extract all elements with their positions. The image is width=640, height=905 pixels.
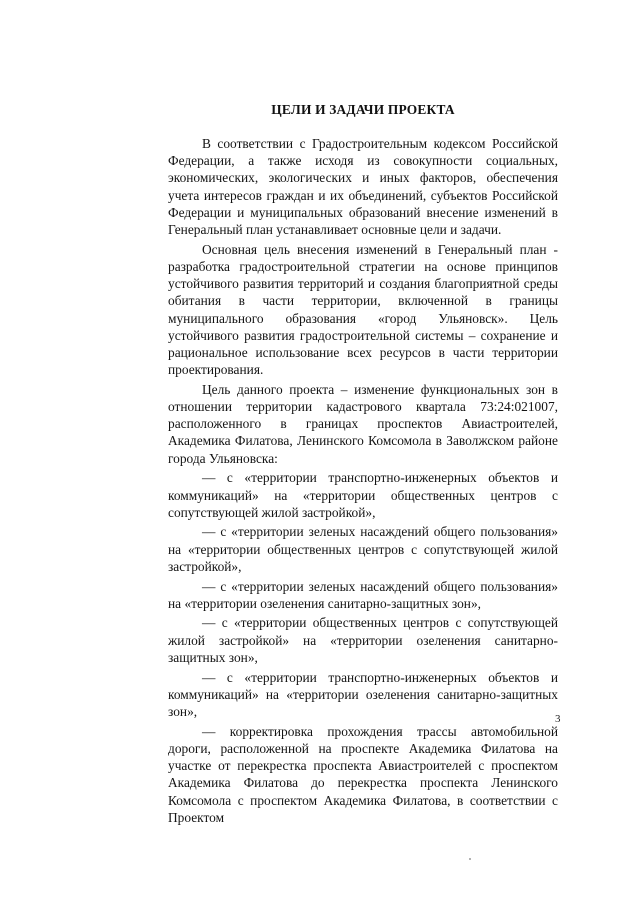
list-item: — с «территории зеленых насаждений общего пользования» на «территории общественных центров с сопутствующей жилой застройкой», — [168, 524, 558, 574]
list-item: — с «территории транспортно-инженерных объектов и коммуникаций» на «территории общественных центров с сопутствующей жилой застройкой», — [168, 470, 558, 520]
list-item: — с «территории транспортно-инженерных объектов и коммуникаций» на «территории озеленения санитарно-защитных зон», — [168, 669, 558, 719]
paragraph-project-goal: Цель данного проекта – изменение функциональных зон в отношении территории кадастрового квартала 73:24:021007, расположенного в границах проспектов Авиастроителей, Академика Филатова, Ленинского Комсомола в Заволжском районе города Ульяновска: — [168, 381, 558, 466]
list-item: — с «территории общественных центров с сопутствующей жилой застройкой» на «территории озеленения санитарно-защитных зон», — [168, 615, 558, 665]
list-item: — с «территории зеленых насаждений общего пользования» на «территории озеленения санитарно-защитных зон», — [168, 578, 558, 611]
paragraph-intro: В соответствии с Градостроительным кодексом Российской Федерации, а также исходя из совокупности социальных, экономических, экологических и иных факторов, обеспечения учета интересов граждан и их объединений, субъектов Российской Федерации и муниципальных образований внесение изменений в Генеральный план устанавливает основные цели и задачи. — [168, 136, 558, 238]
page-number: 3 — [555, 713, 561, 725]
list-item: — корректировка прохождения трассы автомобильной дороги, расположенной на проспекте Академика Филатова на участке от перекрестка проспекта Авиастроителей с проспектом Академика Филатова до перекрестка проспекта Ленинского Комсомола с проспектом Академика Филатова, в соответствии с Проектом — [168, 723, 558, 825]
scan-speck — [469, 858, 471, 860]
document-title: ЦЕЛИ И ЗАДАЧИ ПРОЕКТА — [271, 102, 455, 117]
document-body — [168, 135, 558, 828]
paragraph-main-goal: Основная цель внесения изменений в Генеральный план - разработка градостроительной стратегии на основе принципов устойчивого развития территорий и создания благоприятной среды обитания в части территории, включенной в границы муниципального образования «город Ульяновск». Цель устойчивого развития градостроительной системы – сохранение и рациональное использование всех ресурсов в части территории проектирования. — [168, 241, 558, 378]
